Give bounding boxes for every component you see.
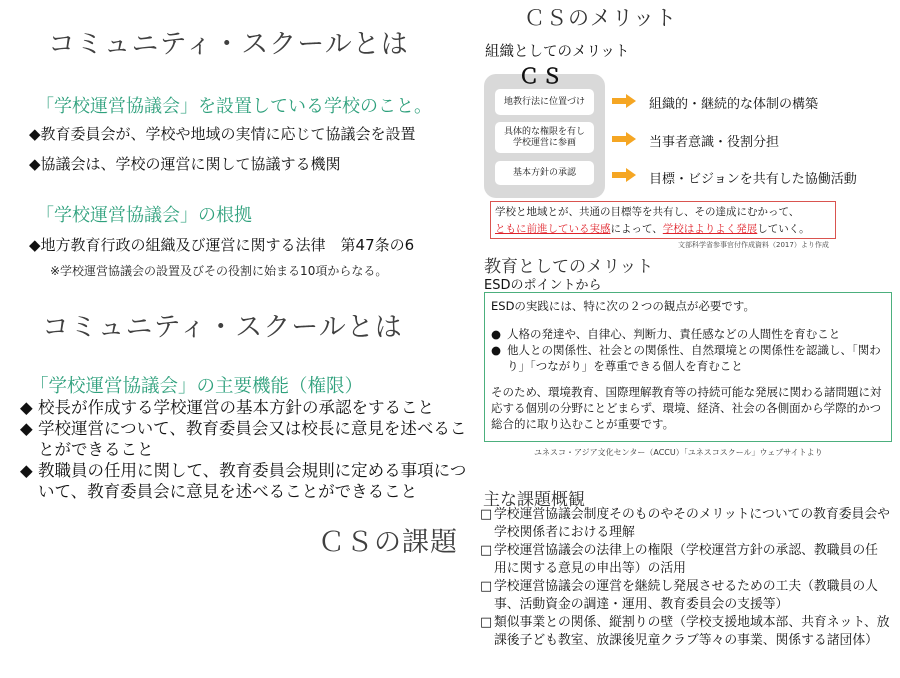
title-issues: 主な課題概観 <box>483 490 585 510</box>
list-item: □ 類似事業との関係、縦割りの壁（学校支援地域本部、共育ネット、放課後子ども教室、放課後児童クラブ等々の事業、関係する諸団体） <box>480 615 890 648</box>
list-item: ● 人格の発達や、自律心、判断力、責任感などの人間性を育むこと <box>491 327 841 341</box>
arrow-right-icon <box>612 168 636 182</box>
bullet-marker: ● <box>491 327 502 341</box>
highlight-text: 学校はよりよく発展 <box>662 223 758 235</box>
source-note: ユネスコ・アジア文化センター（ACCU）「ユネスコスクール」ウェブサイトより <box>534 448 823 457</box>
arrow-right-icon <box>612 132 636 146</box>
title-edu-merit: 教育としてのメリット <box>484 257 654 277</box>
bullet-marker: ● <box>491 343 502 357</box>
list-item: □ 学校運営協議会制度そのものやそのメリットについての教育委員会や学校関係者における理解 <box>480 507 890 540</box>
summary-line: 学校と地域とが、共通の目標等を共有し、その達成にむかって、 <box>495 206 800 218</box>
list-item: ● 他人との関係性、社会との関係性、自然環境との関係性を認識し、「関わり」「つながり」を尊重できる個人を育むこと <box>491 343 881 373</box>
result-text: 目標・ビジョンを共有した協働活動 <box>649 172 857 187</box>
bullet-item: ◆地方教育行政の組織及び運営に関する法律 第47条の6 <box>29 236 415 254</box>
cs-label: ＣＳ <box>519 64 565 88</box>
bullet-marker: ◆ <box>20 461 33 480</box>
functions-list <box>20 397 470 502</box>
pill-approval: 基本方針の承認 <box>495 161 594 185</box>
list-item: ◆ 教職員の任用に関して、教育委員会規則に定める事項について、教育委員会に意見を述べることができること <box>20 461 467 501</box>
subtitle-org-merit: 組織としてのメリット <box>485 44 630 60</box>
title-cs-issues: ＣＳの課題 <box>318 527 458 558</box>
esd-intro: ESDの実践には、特に次の２つの観点が必要です。 <box>491 299 755 313</box>
list-item: ◆ 校長が作成する学校運営の基本方針の承認をすること <box>20 398 434 417</box>
subtitle-esd: ESDのポイントから <box>484 278 602 293</box>
esd-body: そのため、環境教育、国際理解教育等の持続可能な発展に関わる諸問題に対応する個別の分野にとどまらず、環境、経済、社会の各側面から学際的かつ総合的に取り込むことが重要です。 <box>491 385 882 431</box>
list-item: □ 学校運営協議会の運営を継続し発展させるための工夫（教職員の人事、活動資金の調達・運用、教育委員会の支援等） <box>480 579 878 612</box>
heading-legal-basis: 「学校運営協議会」の根拠 <box>36 205 252 226</box>
source-note: 文部科学省参事官付作成資料（2017）より作成 <box>678 241 829 249</box>
title-community-school-2: コミュニティ・スクールとは <box>42 312 403 343</box>
checkbox-icon: □ <box>480 543 493 558</box>
arrow-right-icon <box>612 94 636 108</box>
summary-box <box>490 201 836 239</box>
pill-legal-position: 地教行法に位置づけ <box>495 89 594 115</box>
highlight-text: ともに前進している実感 <box>495 223 611 235</box>
list-item: □ 学校運営協議会の法律上の権限（学校運営方針の承認、教職員の任用に関する意見の申出等）の活用 <box>480 543 878 576</box>
heading-main-functions: 「学校運営協議会」の主要機能（権限） <box>30 376 364 397</box>
title-cs-merit: ＣＳのメリット <box>524 6 678 30</box>
list-item: ◆ 学校運営について、教育委員会又は校長に意見を述べることができること <box>20 419 467 459</box>
pill-authority: 具体的な権限を有し 学校運営に参画 <box>495 122 594 153</box>
issues-list <box>480 506 890 650</box>
bullet-item: ◆協議会は、学校の運営に関して協議する機関 <box>29 155 341 173</box>
checkbox-icon: □ <box>480 507 493 522</box>
bullet-item: ◆教育委員会が、学校や地域の実情に応じて協議会を設置 <box>29 125 416 143</box>
esd-box <box>484 292 892 442</box>
bullet-marker: ◆ <box>20 398 33 417</box>
note-text: ※学校運営協議会の設置及びその役割に始まる10項からなる。 <box>50 264 388 278</box>
checkbox-icon: □ <box>480 615 493 630</box>
title-community-school-1: コミュニティ・スクールとは <box>48 29 409 60</box>
result-text: 組織的・継続的な体制の構築 <box>649 97 819 112</box>
checkbox-icon: □ <box>480 579 493 594</box>
bullet-marker: ◆ <box>20 419 33 438</box>
summary-line: ともに前進している実感によって、学校はよりよく発展していく。 <box>495 223 810 235</box>
heading-definition: 「学校運営協議会」を設置している学校のこと。 <box>36 96 432 117</box>
result-text: 当事者意識・役割分担 <box>649 135 780 150</box>
